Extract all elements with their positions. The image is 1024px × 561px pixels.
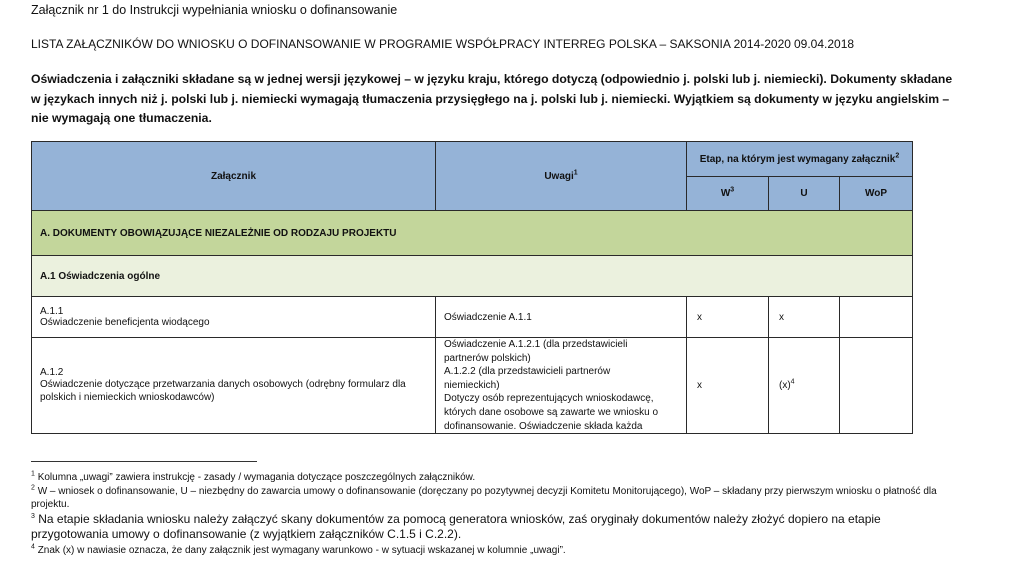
attachment-code: A.1.1 (40, 306, 64, 317)
footnote: $^1$ Kolumna „uwagi” zawiera instrukcję - zasady / wymagania dotyczące poszczególnych załączników. (31, 470, 476, 483)
table-header-row (32, 142, 913, 177)
stage-wop-cell (840, 338, 913, 434)
section-row (32, 211, 913, 256)
footnote: $^3$ Na etapie składania wniosku należy załączyć skany dokumentów za pomocą generatora wniosków, zaś oryginały dokumentów należy złożyć dopiero na etapie przygotowania umowy o dofinansowanie (z wyjątkiem załączników C.1.5 i C.2.2). (31, 512, 881, 541)
document-caption: Załącznik nr 1 do Instrukcji wypełniania wniosku o dofinansowanie (31, 3, 398, 17)
document-title: LISTA ZAŁĄCZNIKÓW DO WNIOSKU O DOFINANSOWANIE W PROGRAMIE WSPÓŁPRACY INTERREG POLSKA – SAKSONIA 2014-2020 (31, 37, 791, 51)
stage-u-cell: x (769, 297, 840, 338)
stage-w-cell: x (687, 297, 769, 338)
attachment-cell (32, 297, 436, 338)
footnote-separator (31, 461, 257, 462)
table-row (32, 297, 913, 338)
document-date: 09.04.2018 (794, 37, 855, 51)
footnote: $^2$ W – wniosek o dofinansowanie, U – niezbędny do zawarcia umowy o dofinansowanie (doręczany po pozytywnej decyzji Komitetu Monitorującego), WoP – składany przy pierwszym wniosku o płatność dla projektu. (31, 484, 937, 510)
header-u: U (769, 177, 840, 211)
footnote: $^4$ Znak (x) w nawiasie oznacza, że dany załącznik jest wymagany warunkowo - w sytuacji wskazanej w kolumnie „uwagi”. (31, 543, 566, 556)
attachment-code: A.1.2 (40, 367, 64, 378)
header-uwagi: Uwagi$^1$ (436, 142, 687, 211)
header-zalacznik: Załącznik (32, 142, 436, 211)
remarks-cell: Oświadczenie A.1.1 (436, 297, 687, 338)
header-etap: Etap, na którym jest wymagany załącznik$^2$ (687, 142, 913, 177)
stage-w-cell: x (687, 338, 769, 434)
intro-paragraph: Oświadczenia i załączniki składane są w jednej wersji językowej – w języku kraju, którego dotyczą (odpowiednio j. polski lub j. niemiecki). Dokumenty składane w językach innych niż j. polski lub j. niemiecki wymagają tłumaczenia przysięgłego na j. polski lub j. niemiecki. Wyjątkiem są dokumenty w języku angielskim – nie wymagają one tłumaczenia. (31, 72, 953, 125)
stage-u-cell: $(x)^4$ (769, 338, 840, 434)
attachment-name: Oświadczenie beneficjenta wiodącego (40, 317, 210, 328)
section-a1-title: A.1 Oświadczenia ogólne (32, 256, 913, 297)
document-title-line (31, 37, 855, 51)
stage-wop-cell (840, 297, 913, 338)
attachment-cell (32, 338, 436, 434)
section-a-title: A. DOKUMENTY OBOWIĄZUJĄCE NIEZALEŻNIE OD RODZAJU PROJEKTU (32, 211, 913, 256)
remarks-text: Oświadczenie A.1.2.1 (dla przedstawicieli partnerów polskich) A.1.2.2 (dla przedstawicieli partnerów niemieckich) Dotyczy osób reprezentujących wnioskodawcę, których dane osobowe są zawarte we wniosku o dofinansowanie. Oświadczenie składa każda (444, 339, 659, 431)
subsection-row (32, 256, 913, 297)
table-row (32, 338, 913, 434)
remarks-cell (436, 338, 687, 434)
header-w: $W^3$ (687, 177, 769, 211)
attachments-table (31, 141, 913, 434)
attachment-name: Oświadczenie dotyczące przetwarzania danych osobowych (odrębny formularz dla polskich i niemieckich wnioskodawców) (40, 379, 406, 403)
header-wop: WoP (840, 177, 913, 211)
